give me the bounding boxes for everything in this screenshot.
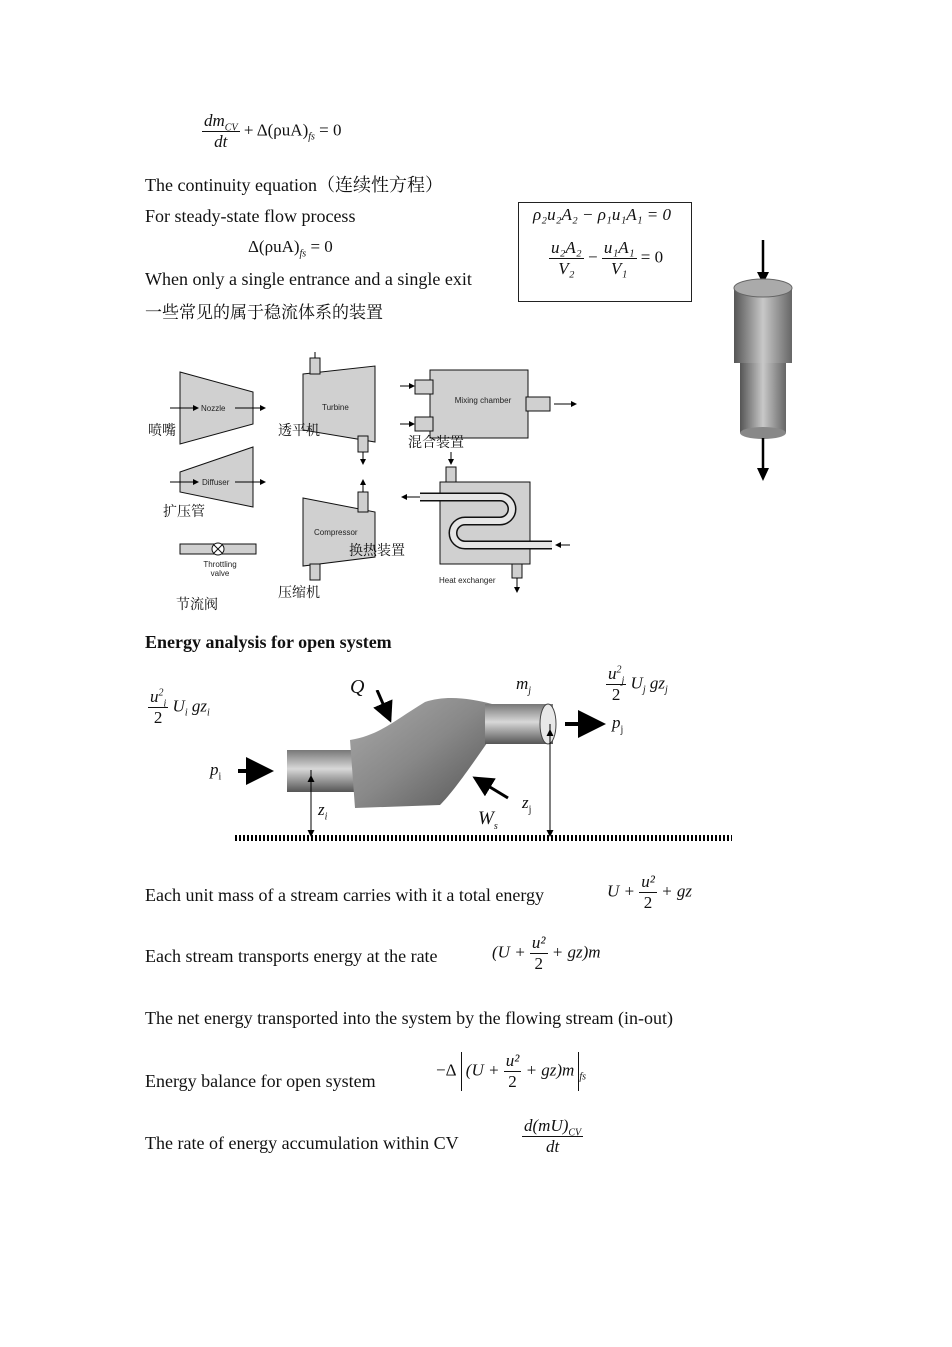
eq2-text: Δ(ρuA) [248, 237, 300, 256]
eq2-sub: fs [299, 248, 307, 260]
mixing-cn-label: 混合装置 [408, 435, 464, 451]
diffuser-cn-label: 扩压管 [163, 504, 205, 520]
uj-num: u [608, 664, 617, 683]
box-tail: = 0 [640, 247, 664, 267]
f3-pre: −Δ [436, 1060, 457, 1080]
continuity-line: The continuity equation（连续性方程） [145, 175, 443, 195]
f3-bracket [461, 1052, 580, 1091]
eq1-tail: = 0 [319, 120, 342, 140]
ws-sub: s [493, 820, 498, 832]
formula-accumulation [522, 1117, 583, 1156]
box-f2-num: u₁A₁ [603, 238, 635, 257]
formula-transport-rate [492, 934, 601, 973]
eq2-tail: = 0 [310, 237, 333, 256]
box-f2-den: V₁ [611, 258, 628, 278]
pi-sub: i [218, 771, 222, 783]
f2-tail: + gz)m [551, 942, 601, 962]
f2-num: u² [531, 933, 546, 952]
ws-label [478, 808, 498, 830]
zi-text: z [318, 800, 325, 819]
inlet-pipe [287, 750, 357, 792]
equation-mass-balance [202, 112, 342, 151]
pj-label [612, 713, 624, 736]
nozzle-label: Nozzle [201, 404, 226, 413]
mixing-inlet-2 [415, 417, 433, 431]
m-text: m [516, 674, 529, 693]
f4-num: d(mU) [524, 1116, 569, 1135]
Ui-text: U [172, 696, 185, 716]
eq1-rest: + Δ(ρuA) [243, 120, 309, 140]
formula-total-energy [607, 873, 692, 912]
f3-in: (U + [465, 1060, 500, 1080]
equation-steady [248, 237, 333, 260]
heat-cn-label: 换热装置 [349, 543, 405, 559]
mixing-label: Mixing chamber [454, 396, 512, 405]
turbine-label: Turbine [322, 403, 349, 412]
box-f1-num: u₂A₂ [551, 238, 582, 257]
f1-num: u² [641, 872, 655, 891]
f2-pre: (U + [492, 942, 526, 962]
f3-num: u² [505, 1051, 520, 1070]
line-total-energy: Each unit mass of a stream carries with it a total energy [145, 885, 545, 905]
f1-den: 2 [643, 892, 653, 912]
m-sub: j [528, 685, 532, 697]
ws-arrow [475, 778, 508, 798]
eq1-rest-sub: fs [308, 131, 315, 143]
q-arrow [377, 690, 390, 720]
ui-num: u [150, 687, 159, 706]
eq1-numerator-sub: CV [224, 122, 238, 134]
diffuser-label: Diffuser [202, 478, 230, 487]
single-entrance-line: When only a single entrance and a single exit [145, 269, 472, 289]
f1-tail: + gz [661, 881, 692, 901]
line-transport-rate: Each stream transports energy at the rate [145, 946, 438, 966]
zi-label [318, 800, 328, 823]
compressor-label: Compressor [314, 528, 358, 537]
f2-den: 2 [534, 953, 543, 973]
mixing-outlet [526, 397, 550, 411]
line-net-energy: The net energy transported into the system by the flowing stream (in-out) [145, 1008, 674, 1028]
eq1-denominator: dt [214, 131, 228, 151]
mixing-inlet-1 [415, 380, 433, 394]
gzj-sub: j [664, 684, 668, 696]
cylinder-illustration [725, 238, 805, 483]
pi-label [210, 760, 222, 783]
outlet-pipe-face [540, 704, 556, 744]
f4-num-sub: CV [568, 1127, 582, 1139]
heat-exchanger-label: Heat exchanger [439, 576, 496, 585]
pj-text: p [612, 713, 621, 732]
box-f1-den: V₂ [558, 258, 575, 278]
cylinder-lower [740, 363, 786, 433]
hx-shell-inlet [446, 467, 456, 482]
f3-den: 2 [508, 1071, 517, 1091]
line-accumulation: The rate of energy accumulation within CV [145, 1133, 459, 1153]
box-minus: − [587, 247, 598, 267]
throttling-cn-label: 节流阀 [176, 597, 218, 613]
arrow-head-bottom [757, 468, 769, 481]
f3-tail: + gz)m [525, 1060, 575, 1080]
f1-U: U + [607, 881, 635, 901]
m-label [516, 674, 532, 697]
zj-sub: j [528, 804, 532, 816]
Uj-text: U [630, 673, 643, 693]
devices-figure [140, 352, 590, 622]
nozzle-cn-label: 喷嘴 [148, 423, 176, 439]
boxed-equations [518, 202, 692, 302]
cylinder-top-face [734, 279, 792, 297]
pj-sub: j [620, 724, 624, 736]
devices-line: 一些常见的属于稳流体系的装置 [145, 303, 383, 323]
compressor-cn-label: 压缩机 [278, 585, 320, 601]
steady-state-line: For steady-state flow process [145, 206, 356, 226]
ui-label [148, 688, 210, 727]
ui-sup: 2 [158, 687, 164, 699]
line-energy-balance: Energy balance for open system [145, 1071, 376, 1091]
compressor-inlet [310, 564, 320, 580]
turbine-outlet [358, 436, 368, 452]
turbine-inlet [310, 358, 320, 374]
turbine-cn-label: 透平机 [278, 423, 320, 439]
uj-sup: 2 [616, 664, 622, 676]
box-row1: ρ₂u₂A₂ − ρ₁u₁A₁ = 0 [533, 205, 671, 224]
pi-text: p [210, 760, 219, 779]
cylinder-upper [734, 288, 792, 363]
uj-label [606, 665, 668, 704]
control-volume-body [350, 698, 492, 808]
throttling-label: Throttling valve [203, 560, 237, 578]
gzi-text: gz [191, 696, 207, 716]
diffuser-shape [180, 447, 253, 507]
cylinder-bottom-face [740, 427, 786, 439]
Uj-sub: j [642, 684, 646, 696]
energy-heading: Energy analysis for open system [145, 632, 392, 652]
ui-den: 2 [153, 707, 163, 727]
zi-sub: i [324, 811, 328, 823]
hx-shell-outlet [512, 564, 522, 578]
formula-energy-balance [436, 1052, 586, 1091]
f4-den: dt [545, 1136, 560, 1156]
ws-text: W [478, 808, 494, 829]
gzi-sub: i [206, 707, 210, 719]
zj-label [522, 793, 532, 816]
Ui-sub: i [184, 707, 188, 719]
eq1-numerator: dm [204, 111, 225, 130]
uj-den: 2 [611, 684, 621, 704]
box-row2 [549, 239, 663, 278]
zj-text: z [522, 793, 529, 812]
compressor-outlet [358, 492, 368, 512]
q-label: Q [350, 676, 365, 698]
f3-sub: fs [579, 1071, 587, 1083]
ui-sub: i [163, 698, 167, 710]
gzj-text: gz [649, 673, 665, 693]
uj-sub: j [621, 675, 625, 687]
